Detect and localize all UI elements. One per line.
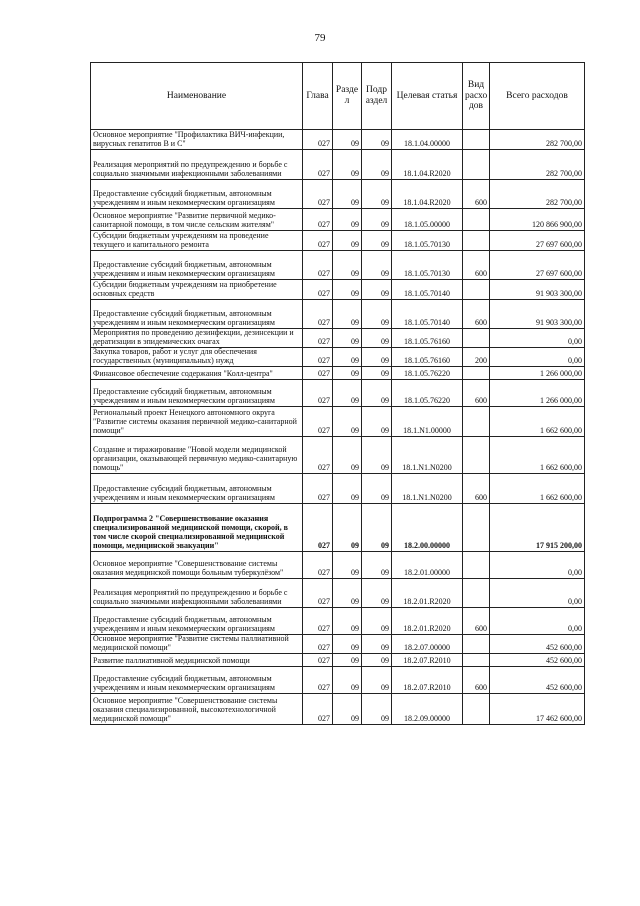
header-total: Всего расходов	[490, 63, 585, 130]
row-total: 1 662 600,00	[490, 473, 585, 503]
table-row	[91, 666, 585, 693]
row-subsection: 09	[362, 551, 392, 578]
header-vid: Вид расхо дов	[463, 63, 490, 130]
row-subsection: 09	[362, 300, 392, 329]
row-chapter: 027	[303, 300, 333, 329]
row-target: 18.1.N1.N0200	[392, 473, 463, 503]
row-target: 18.1.05.70140	[392, 280, 463, 300]
header-chapter: Глава	[303, 63, 333, 130]
row-target: 18.1.05.70140	[392, 300, 463, 329]
row-section: 09	[333, 666, 362, 693]
row-target: 18.1.04.R2020	[392, 180, 463, 209]
row-vid	[463, 551, 490, 578]
row-name: Субсидии бюджетным учреждениям на проведение текущего и капитального ремонта	[91, 231, 303, 251]
row-target: 18.2.07.00000	[392, 634, 463, 653]
row-vid: 600	[463, 473, 490, 503]
row-vid	[463, 366, 490, 379]
row-subsection: 09	[362, 251, 392, 280]
header-name: Наименование	[91, 63, 303, 130]
row-total: 282 700,00	[490, 180, 585, 209]
row-chapter: 027	[303, 379, 333, 406]
row-total: 1 662 600,00	[490, 436, 585, 473]
row-subsection: 09	[362, 436, 392, 473]
row-subsection: 09	[362, 503, 392, 551]
row-subsection: 09	[362, 366, 392, 379]
row-section: 09	[333, 406, 362, 436]
row-name: Создание и тиражирование "Новой модели медицинской организации, оказывающей первичную медико-санитарную помощь"	[91, 436, 303, 473]
row-target: 18.2.07.R2010	[392, 666, 463, 693]
row-target: 18.1.04.00000	[392, 130, 463, 150]
row-chapter: 027	[303, 347, 333, 366]
row-total: 1 662 600,00	[490, 406, 585, 436]
row-name: Реализация мероприятий по предупреждению и борьбе с социально значимыми инфекционными заболеваниями	[91, 578, 303, 607]
row-target: 18.1.05.76160	[392, 329, 463, 348]
header-section: Разде л	[333, 63, 362, 130]
row-chapter: 027	[303, 280, 333, 300]
table-row	[91, 251, 585, 280]
row-subsection: 09	[362, 666, 392, 693]
row-subsection: 09	[362, 130, 392, 150]
row-section: 09	[333, 130, 362, 150]
row-subsection: 09	[362, 329, 392, 348]
row-section: 09	[333, 209, 362, 231]
row-target: 18.1.05.76220	[392, 379, 463, 406]
row-total: 0,00	[490, 607, 585, 634]
row-name: Предоставление субсидий бюджетным, автономным учреждениям и иным некоммерческим организациям	[91, 180, 303, 209]
row-total: 0,00	[490, 329, 585, 348]
row-subsection: 09	[362, 634, 392, 653]
row-total: 91 903 300,00	[490, 300, 585, 329]
row-total: 27 697 600,00	[490, 231, 585, 251]
row-vid	[463, 130, 490, 150]
row-subsection: 09	[362, 693, 392, 724]
page-number: 79	[314, 32, 326, 44]
table-row	[91, 693, 585, 724]
row-section: 09	[333, 366, 362, 379]
row-vid: 600	[463, 300, 490, 329]
row-chapter: 027	[303, 666, 333, 693]
row-target: 18.1.04.R2020	[392, 150, 463, 180]
row-chapter: 027	[303, 180, 333, 209]
row-subsection: 09	[362, 231, 392, 251]
row-subsection: 09	[362, 379, 392, 406]
row-name: Мероприятия по проведению дезинфекции, дезинсекции и дератизации в эпидемических очагах	[91, 329, 303, 348]
row-name: Региональный проект Ненецкого автономного округа "Развитие системы оказания первичной медико-санитарной помощи"	[91, 406, 303, 436]
row-vid	[463, 231, 490, 251]
row-name: Предоставление субсидий бюджетным, автономным учреждениям и иным некоммерческим организациям	[91, 666, 303, 693]
row-target: 18.2.09.00000	[392, 693, 463, 724]
row-name: Предоставление субсидий бюджетным, автономным учреждениям и иным некоммерческим организациям	[91, 300, 303, 329]
row-section: 09	[333, 693, 362, 724]
row-section: 09	[333, 150, 362, 180]
row-subsection: 09	[362, 280, 392, 300]
header-subsection: Подр аздел	[362, 63, 392, 130]
table-row	[91, 209, 585, 231]
table-row	[91, 436, 585, 473]
row-section: 09	[333, 347, 362, 366]
row-chapter: 027	[303, 551, 333, 578]
row-total: 27 697 600,00	[490, 251, 585, 280]
row-total: 91 903 300,00	[490, 280, 585, 300]
row-total: 0,00	[490, 551, 585, 578]
row-subsection: 09	[362, 473, 392, 503]
row-total: 0,00	[490, 578, 585, 607]
row-vid	[463, 406, 490, 436]
row-chapter: 027	[303, 634, 333, 653]
row-name: Реализация мероприятий по предупреждению и борьбе с социально значимыми инфекционными заболеваниями	[91, 150, 303, 180]
table-row	[91, 329, 585, 348]
row-total: 452 600,00	[490, 666, 585, 693]
row-vid: 600	[463, 379, 490, 406]
row-vid	[463, 150, 490, 180]
row-name: Основное мероприятие "Совершенствование системы оказания медицинской помощи больным туберкулёзом"	[91, 551, 303, 578]
row-chapter: 027	[303, 607, 333, 634]
table-row	[91, 634, 585, 653]
row-name: Финансовое обеспечение содержания "Колл-центра"	[91, 366, 303, 379]
row-chapter: 027	[303, 653, 333, 666]
table-row	[91, 280, 585, 300]
row-section: 09	[333, 436, 362, 473]
row-chapter: 027	[303, 436, 333, 473]
table-row	[91, 180, 585, 209]
row-chapter: 027	[303, 366, 333, 379]
header-target: Целевая статья	[392, 63, 463, 130]
row-name: Основное мероприятие "Развитие первичной медико-санитарной помощи, в том числе сельским жителям"	[91, 209, 303, 231]
header-row	[91, 63, 585, 130]
row-total: 282 700,00	[490, 150, 585, 180]
row-chapter: 027	[303, 231, 333, 251]
row-total: 1 266 000,00	[490, 379, 585, 406]
row-chapter: 027	[303, 406, 333, 436]
row-name: Предоставление субсидий бюджетным, автономным учреждениям и иным некоммерческим организациям	[91, 607, 303, 634]
row-vid	[463, 209, 490, 231]
table-row	[91, 379, 585, 406]
row-section: 09	[333, 607, 362, 634]
row-total: 17 462 600,00	[490, 693, 585, 724]
table-row	[91, 366, 585, 379]
row-target: 18.2.07.R2010	[392, 653, 463, 666]
row-section: 09	[333, 578, 362, 607]
row-section: 09	[333, 251, 362, 280]
row-target: 18.1.N1.00000	[392, 406, 463, 436]
row-chapter: 027	[303, 130, 333, 150]
row-name: Развитие паллиативной медицинской помощи	[91, 653, 303, 666]
row-total: 1 266 000,00	[490, 366, 585, 379]
row-target: 18.1.05.00000	[392, 209, 463, 231]
row-vid: 600	[463, 666, 490, 693]
table-row	[91, 473, 585, 503]
row-chapter: 027	[303, 209, 333, 231]
row-total: 452 600,00	[490, 653, 585, 666]
row-name: Основное мероприятие "Совершенствование системы оказания специализированной, высокотехнологичной медицинской помощи"	[91, 693, 303, 724]
row-section: 09	[333, 653, 362, 666]
row-target: 18.1.N1.N0200	[392, 436, 463, 473]
row-target: 18.2.01.R2020	[392, 578, 463, 607]
table-row	[91, 231, 585, 251]
row-total: 120 866 900,00	[490, 209, 585, 231]
row-name: Основное мероприятие "Развитие системы паллиативной медицинской помощи"	[91, 634, 303, 653]
row-vid	[463, 436, 490, 473]
row-section: 09	[333, 634, 362, 653]
row-chapter: 027	[303, 693, 333, 724]
row-total: 17 915 200,00	[490, 503, 585, 551]
row-subsection: 09	[362, 180, 392, 209]
row-section: 09	[333, 329, 362, 348]
table-row	[91, 130, 585, 150]
budget-table	[90, 62, 585, 725]
row-total: 0,00	[490, 347, 585, 366]
row-target: 18.1.05.70130	[392, 251, 463, 280]
row-name: Предоставление субсидий бюджетным, автономным учреждениям и иным некоммерческим организациям	[91, 379, 303, 406]
row-vid: 200	[463, 347, 490, 366]
row-vid	[463, 634, 490, 653]
row-section: 09	[333, 280, 362, 300]
row-total: 452 600,00	[490, 634, 585, 653]
row-subsection: 09	[362, 607, 392, 634]
row-chapter: 027	[303, 150, 333, 180]
row-vid	[463, 280, 490, 300]
row-subsection: 09	[362, 578, 392, 607]
row-section: 09	[333, 503, 362, 551]
row-chapter: 027	[303, 473, 333, 503]
row-target: 18.2.01.R2020	[392, 607, 463, 634]
row-subsection: 09	[362, 209, 392, 231]
table-row	[91, 406, 585, 436]
row-vid	[463, 578, 490, 607]
row-vid: 600	[463, 180, 490, 209]
row-section: 09	[333, 231, 362, 251]
row-subsection: 09	[362, 150, 392, 180]
table-row	[91, 653, 585, 666]
table-row	[91, 607, 585, 634]
row-chapter: 027	[303, 251, 333, 280]
row-name: Закупка товаров, работ и услуг для обеспечения государственных (муниципальных) нужд	[91, 347, 303, 366]
row-subsection: 09	[362, 653, 392, 666]
row-vid	[463, 329, 490, 348]
row-subsection: 09	[362, 406, 392, 436]
table-row	[91, 150, 585, 180]
table-row	[91, 578, 585, 607]
row-target: 18.2.00.00000	[392, 503, 463, 551]
row-vid	[463, 693, 490, 724]
row-section: 09	[333, 180, 362, 209]
row-target: 18.1.05.76220	[392, 366, 463, 379]
row-section: 09	[333, 379, 362, 406]
row-chapter: 027	[303, 578, 333, 607]
row-vid	[463, 653, 490, 666]
row-name: Предоставление субсидий бюджетным, автономным учреждениям и иным некоммерческим организациям	[91, 473, 303, 503]
row-name: Основное мероприятие "Профилактика ВИЧ-инфекции, вирусных гепатитов В и С"	[91, 130, 303, 150]
row-section: 09	[333, 473, 362, 503]
row-target: 18.1.05.70130	[392, 231, 463, 251]
row-subsection: 09	[362, 347, 392, 366]
table-row	[91, 347, 585, 366]
row-name: Подпрограмма 2 "Совершенствование оказания специализированной медицинской помощи, скорой, в том числе скорой специализированной медицинской помощи, медицинской эвакуации"	[91, 503, 303, 551]
row-chapter: 027	[303, 329, 333, 348]
row-vid: 600	[463, 607, 490, 634]
row-section: 09	[333, 551, 362, 578]
row-vid	[463, 503, 490, 551]
table-row	[91, 300, 585, 329]
row-target: 18.2.01.00000	[392, 551, 463, 578]
row-chapter: 027	[303, 503, 333, 551]
row-name: Субсидии бюджетным учреждениям на приобретение основных средств	[91, 280, 303, 300]
row-target: 18.1.05.76160	[392, 347, 463, 366]
table-row	[91, 551, 585, 578]
row-section: 09	[333, 300, 362, 329]
row-vid: 600	[463, 251, 490, 280]
row-total: 282 700,00	[490, 130, 585, 150]
table-row	[91, 503, 585, 551]
row-name: Предоставление субсидий бюджетным, автономным учреждениям и иным некоммерческим организациям	[91, 251, 303, 280]
